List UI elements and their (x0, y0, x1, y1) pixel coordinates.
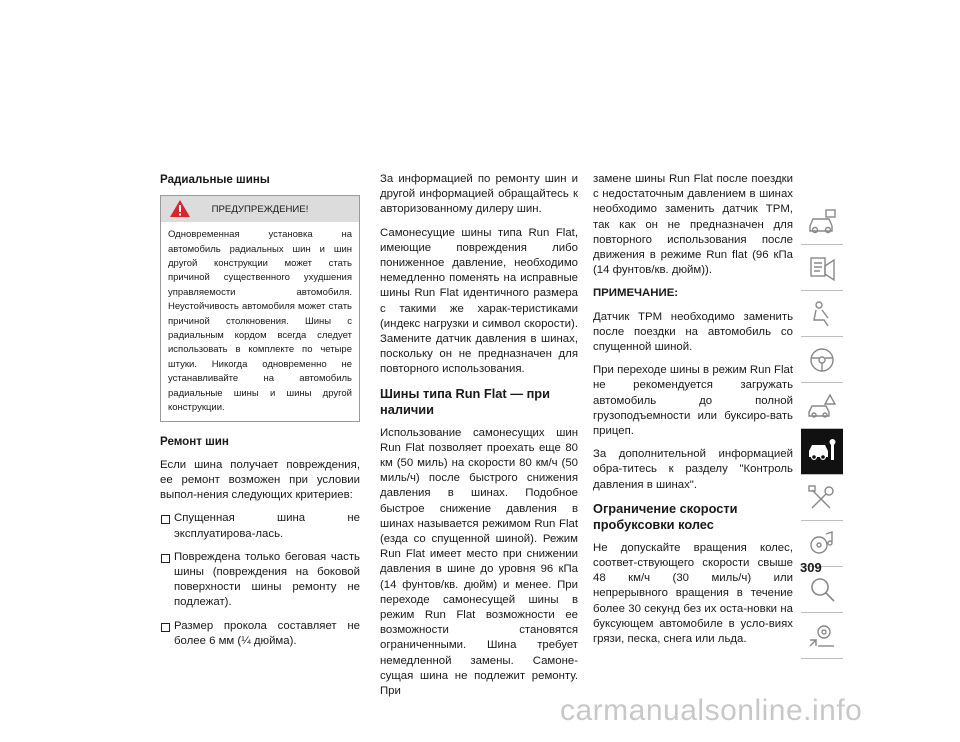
paragraph: При переходе шины в режим Run Flat не рекомендуется загружать автомобиль до полной грузоподъемности или буксиро-вать прицеп. (593, 364, 793, 438)
list-item: Повреждена только беговая часть шины (повреждения на боковой поверхности шины ремонту не подлежат). (160, 550, 360, 611)
section-heading-radial-tires: Радиальные шины (160, 173, 270, 186)
tab-car-info[interactable] (801, 199, 843, 245)
list-item: Спущенная шина не эксплуатирова-лась. (160, 511, 360, 541)
warning-header (161, 196, 359, 222)
paragraph: За информацией по ремонту шин и другой информацией обращайтесь к авторизованному дилеру шин. (380, 173, 578, 216)
paragraph: Использование самонесущих шин Run Flat позволяет проехать еще 80 км (50 миль) на скорости 80 км/ч (50 миль/ч) после быстрого снижения давления в шинах. Подобное быстрое снижение давления в шинах называется режимом Run Flat (езда со спущенной шиной). Режим Run Flat имеет место при снижении давления в шине до уровня 96 кПа (14 фунтов/кв. дюйм) и менее. При переходе самонесущей шины в режим Run Flat возможности ее возможности становятся ограниченными. Шина требует немедленной замены. Самоне-сущая шина не подлежит ремонту. При (380, 426, 578, 698)
tab-seat-safety[interactable] (801, 291, 843, 337)
paragraph: замене шины Run Flat после поездки с недостаточным давлением в шинах необходимо заменить датчик TPM, так как он не предназначен для повторного использования после движения в режиме Run flat (96 кПа (14 фунтов/кв. дюйм)). (593, 173, 793, 277)
note-title: ПРИМЕЧАНИЕ: (593, 287, 679, 300)
tab-maintenance[interactable] (801, 475, 843, 521)
paragraph: Не допускайте вращения колес, соответ-ствующего скорости свыше 48 км/ч (30 миль/ч) или непрерывного вращения в течение более 30 секунд без их оста-новки на буксующем автомобиле в усло-виях грязи, песка, снега или льда. (593, 541, 793, 646)
tab-service[interactable] (801, 429, 843, 475)
multimedia-icon (806, 528, 838, 560)
checkbox-bullet-icon (161, 623, 170, 632)
tab-warning-lights[interactable] (801, 245, 843, 291)
repair-criteria-list (160, 511, 360, 649)
seat-safety-icon (806, 298, 838, 330)
checkbox-bullet-icon (161, 554, 170, 563)
paragraph: Самонесущие шины типа Run Flat, имеющие повреждения либо пониженное давление, необходимо немедленно поменять на исправные шины Run Flat идентичного размера с такими же харак-теристиками (индекс нагрузки и символ скорости). Замените датчик давления в шинах, поскольку он не предназначен для повторного использования. (380, 226, 578, 376)
column-2 (380, 172, 578, 707)
tab-emergency[interactable] (801, 383, 843, 429)
specifications-icon (806, 620, 838, 652)
index-search-icon (806, 574, 838, 606)
maintenance-tools-icon (806, 482, 838, 514)
column-1 (160, 172, 360, 657)
chapter-tabs (801, 199, 843, 659)
repair-intro: Если шина получает повреждения, ее ремонт возможен при условии выпол-нения следующих критериев: (160, 458, 360, 502)
page-number: 309 (800, 560, 822, 575)
warning-title: ПРЕДУПРЕЖДЕНИЕ! (211, 204, 309, 216)
warning-text: Одновременная установка на автомобиль радиальных шин и шин другой конструкции может стать причиной существенного ухудшения управляемости автомобиля. Неустойчивость автомобиля может стать причиной столкновения. Шины с радиальным кордом всегда следует использовать в комплекте по четыре штуки. Никогда одновременно не устанавливайте на автомобиль радиальные шины и шины другой конструкции. (168, 229, 352, 414)
roadside-emergency-icon (806, 390, 838, 422)
tab-specifications[interactable] (801, 613, 843, 659)
list-item: Размер прокола составляет не более 6 мм (¼ дюйма). (160, 619, 360, 649)
section-heading-wheel-spin: Ограничение скорости пробуксовки колес (593, 500, 738, 532)
section-heading-run-flat: Шины типа Run Flat — при наличии (380, 385, 550, 417)
note-text: Датчик TPM необходимо заменить после поездки на автомобиль со спущенной шиной. (593, 310, 793, 354)
warning-box (160, 195, 360, 422)
watermark-footer: carmanualsonline.info (560, 694, 863, 727)
warning-light-icon (806, 252, 838, 284)
tab-driving[interactable] (801, 337, 843, 383)
car-service-icon (806, 436, 838, 468)
column-3 (593, 172, 793, 655)
paragraph: За дополнительной информацией обра-титесь к разделу "Контроль давления в шинах". (593, 448, 793, 491)
checkbox-bullet-icon (161, 515, 170, 524)
section-heading-tire-repair: Ремонт шин (160, 435, 229, 449)
car-info-icon (806, 206, 838, 238)
steering-wheel-icon (806, 344, 838, 376)
